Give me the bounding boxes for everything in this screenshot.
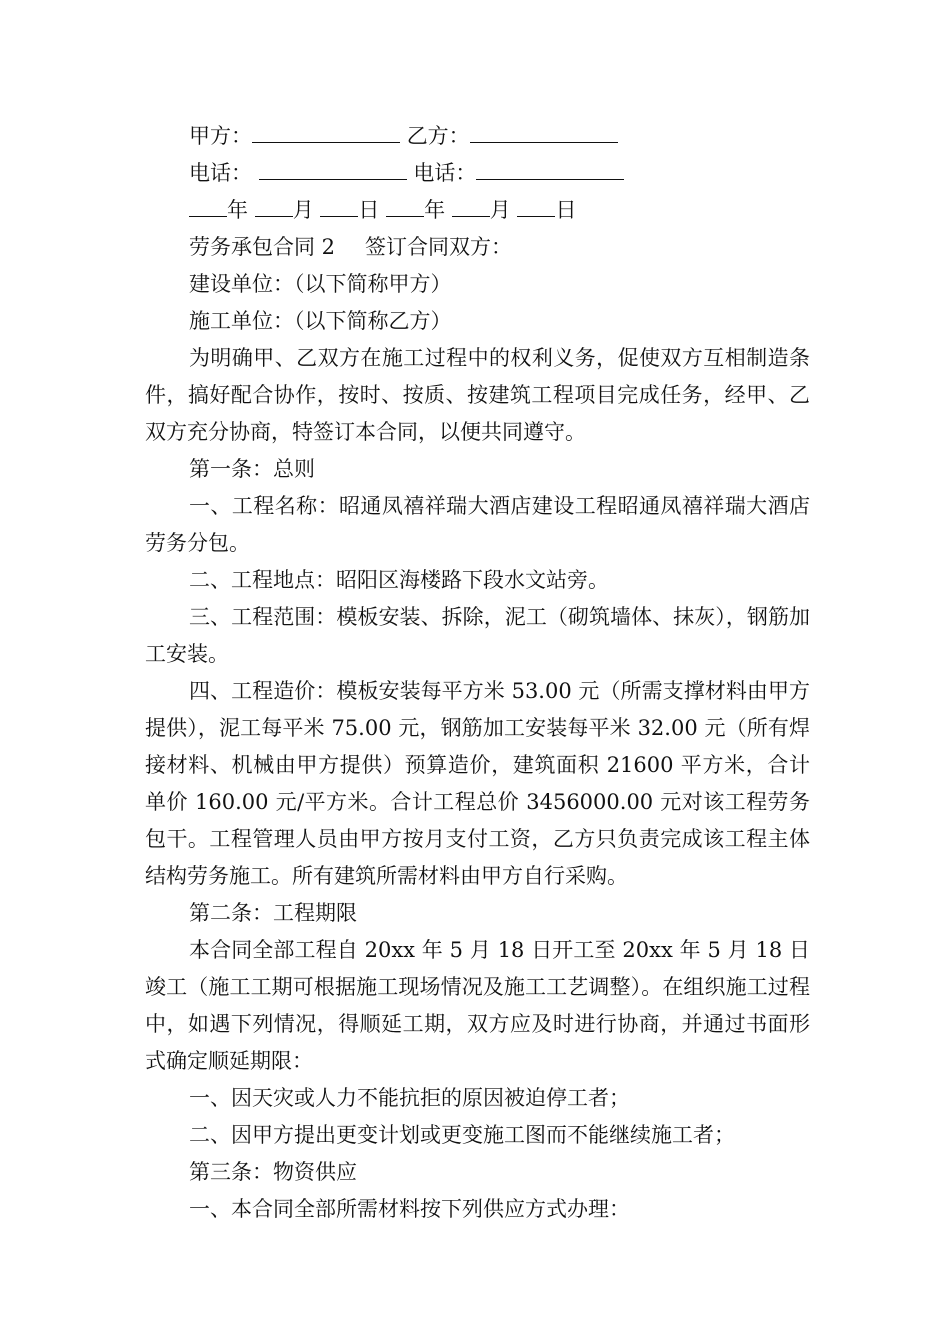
phone-b-label: 电话： (413, 161, 477, 185)
article-1-item-1: 一、工程名称：昭通凤禧祥瑞大酒店建设工程昭通凤禧祥瑞大酒店劳务分包。 (145, 494, 810, 555)
contract-page (145, 118, 810, 1228)
article-2-title: 第二条：工程期限 (189, 901, 357, 925)
party-a-blank (252, 122, 400, 143)
party-b-label: 乙方： (406, 124, 470, 148)
month-b-blank (452, 196, 490, 217)
signature-party-line (145, 118, 810, 155)
month-a-blank (255, 196, 293, 217)
article-2-item-1: 一、因天灾或人力不能抗拒的原因被迫停工者； (189, 1086, 630, 1110)
contract-heading (145, 229, 810, 266)
builder-party: 建设单位：（以下简称甲方） (189, 272, 452, 296)
phone-a-label: 电话： (189, 161, 252, 185)
signature-phone-line (145, 155, 810, 192)
party-a-label: 甲方： (189, 124, 252, 148)
year-a-label: 年 (227, 198, 248, 222)
article-1-item-2: 二、工程地点：昭阳区海楼路下段水文站旁。 (189, 568, 609, 592)
article-1-title: 第一条：总则 (189, 457, 315, 481)
year-a-blank (189, 196, 227, 217)
day-b-blank (517, 196, 555, 217)
signature-date-line (145, 192, 810, 229)
article-1-item-4: 四、工程造价：模板安装每平方米 53.00 元（所需支撑材料由甲方提供），泥工每平米 75.00 元，钢筋加工安装每平米 32.00 元（所有焊接材料、机械由甲方提供）预算造价，建筑面积 21600 平方米，合计单价 160.00 元/平方米。合计工程总价 3456000.00 元对该工程劳务包干。工程管理人员由甲方按月支付工资，乙方只负责完成该工程主体结构劳务施工。所有建筑所需材料由甲方自行采购。 (145, 679, 810, 888)
year-b-label: 年 (424, 198, 446, 222)
article-3-title: 第三条：物资供应 (189, 1160, 357, 1184)
article-2-item-2: 二、因甲方提出更变计划或更变施工图而不能继续施工者； (189, 1123, 735, 1147)
contract-subtitle: 签订合同双方： (365, 235, 513, 259)
intro-paragraph: 为明确甲、乙双方在施工过程中的权利义务，促使双方互相制造条件，搞好配合协作，按时、按质、按建筑工程项目完成任务，经甲、乙双方充分协商，特签订本合同，以便共同遵守。 (145, 346, 810, 444)
article-2-body: 本合同全部工程自 20xx 年 5 月 18 日开工至 20xx 年 5 月 18 日竣工（施工工期可根据施工现场情况及施工工艺调整）。在组织施工过程中，如遇下列情况，得顺延工期，双方应及时进行协商，并通过书面形式确定顺延期限： (145, 938, 810, 1073)
party-b-blank (470, 122, 618, 143)
month-a-label: 月 (292, 198, 314, 222)
phone-b-blank (476, 159, 624, 180)
article-1-item-3: 三、工程范围：模板安装、拆除，泥工（砌筑墙体、抹灰），钢筋加工安装。 (145, 605, 810, 666)
contract-title: 劳务承包合同 2 (189, 235, 336, 259)
article-3-item-1: 一、本合同全部所需材料按下列供应方式办理： (189, 1197, 630, 1221)
day-a-label: 日 (358, 198, 380, 222)
day-b-label: 日 (555, 198, 577, 222)
contractor-party: 施工单位：（以下简称乙方） (189, 309, 452, 333)
day-a-blank (320, 196, 358, 217)
year-b-blank (386, 196, 424, 217)
month-b-label: 月 (489, 198, 511, 222)
phone-a-blank (259, 159, 407, 180)
